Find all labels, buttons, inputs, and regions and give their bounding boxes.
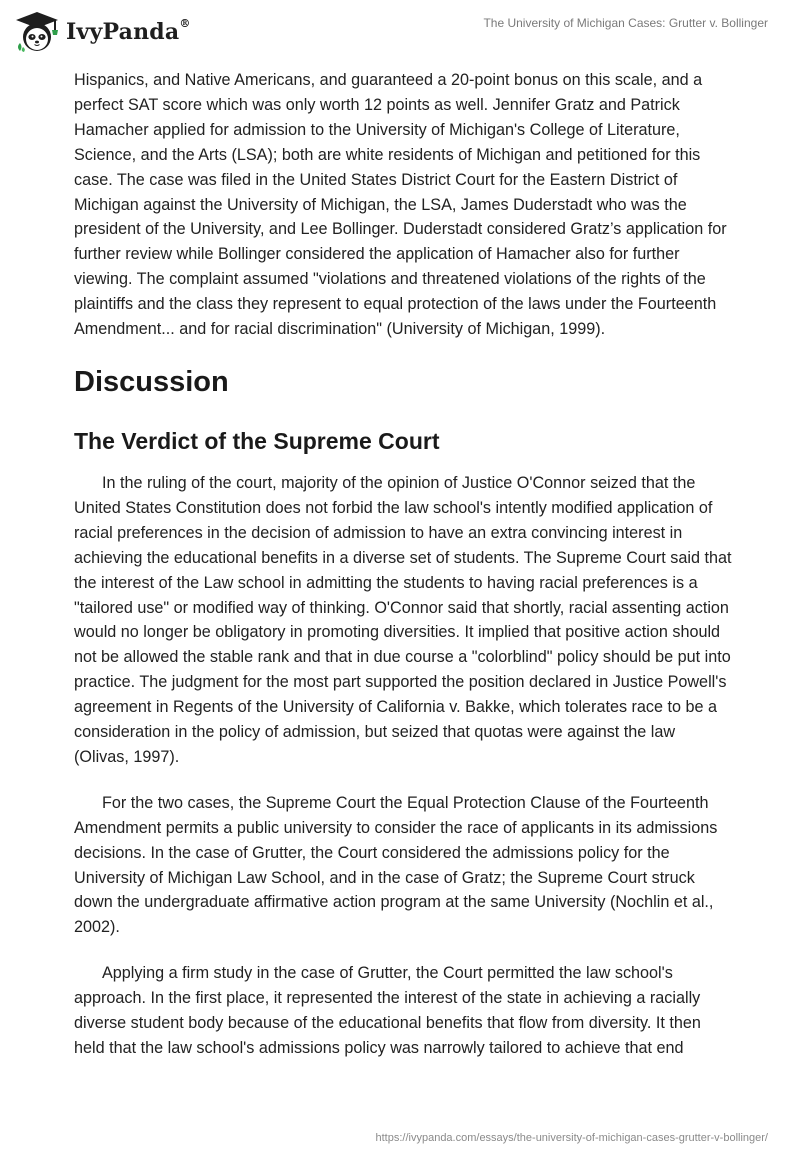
body-paragraph: For the two cases, the Supreme Court the Equal Protection Clause of the Fourteenth Amendment permits a public university to consider the race of applicants in its admissions decisions. In the case of Grutter, the Court considered the admissions policy for the University of Michigan Law School, and in the case of Gratz; the Supreme Court struck down the undergraduate affirmative action program at the same University (Nochlin et al., 2002).: [74, 793, 718, 937]
document-title: The University of Michigan Cases: Grutter v. Bollinger: [483, 16, 768, 30]
logo-wordmark: IvyPanda®: [66, 17, 191, 45]
subsection-heading-verdict: The Verdict of the Supreme Court: [74, 427, 440, 454]
page-header: [0, 0, 800, 72]
body-paragraph: Applying a firm study in the case of Grutter, the Court permitted the law school's approach. In the first place, it represented the interest of the state in achieving a racially diverse student body because of the educational benefits that flow from diversity. It then held that the law school's admissions policy was narrowly tailored to achieve that end: [74, 964, 701, 1057]
body-paragraph: In the ruling of the court, majority of the opinion of Justice O'Connor seized that the United States Constitution does not forbid the law school's intently modified application of racial preferences in the decision of admission to have an extra convincing interest in achieving the educational benefits in a diverse set of students. The Supreme Court said that the interest of the Law school in admitting the students to having racial preferences is a "tailored use" or modified way of thinking. O'Connor said that shortly, racial assenting action would no longer be obligatory in promoting diversities. It implied that positive action should not be allowed the stable rank and that in due course a "colorblind" policy should be put into practice. The judgment for the most part supported the position declared in Justice Powell's agreement in Regents of the University of California v. Bakke, which tolerates race to be a consideration in the policy of admission, but seized that quotas were against the law (Olivas, 1997).: [74, 473, 732, 766]
ivypanda-logo[interactable]: [14, 10, 191, 54]
source-url[interactable]: https://ivypanda.com/essays/the-university-of-michigan-cases-grutter-v-bollinger/: [375, 1132, 768, 1144]
registered-mark: ®: [179, 17, 191, 30]
section-heading-discussion: Discussion: [74, 365, 229, 398]
panda-graduate-icon: [14, 11, 60, 53]
essay-body: [74, 68, 734, 1082]
body-paragraph: Hispanics, and Native Americans, and guaranteed a 20-point bonus on this scale, and a perfect SAT score which was only worth 12 points as well. Jennifer Gratz and Patrick Hamacher applied for admission to the University of Michigan's College of Literature, Science, and the Arts (LSA); both are white residents of Michigan and petitioned for this case. The case was filed in the United States District Court for the Eastern District of Michigan against the University of Michigan, the LSA, James Duderstadt who was the president of the University, and Lee Bollinger. Duderstadt considered Gratz’s application for further review while Bollinger considered the application of Hamacher also for further viewing. The complaint assumed "violations and threatened violations of the rights of the plaintiffs and the class they represent to equal protection of the laws under the Fourteenth Amendment... and for racial discrimination" (University of Michigan, 1999).: [74, 71, 727, 339]
